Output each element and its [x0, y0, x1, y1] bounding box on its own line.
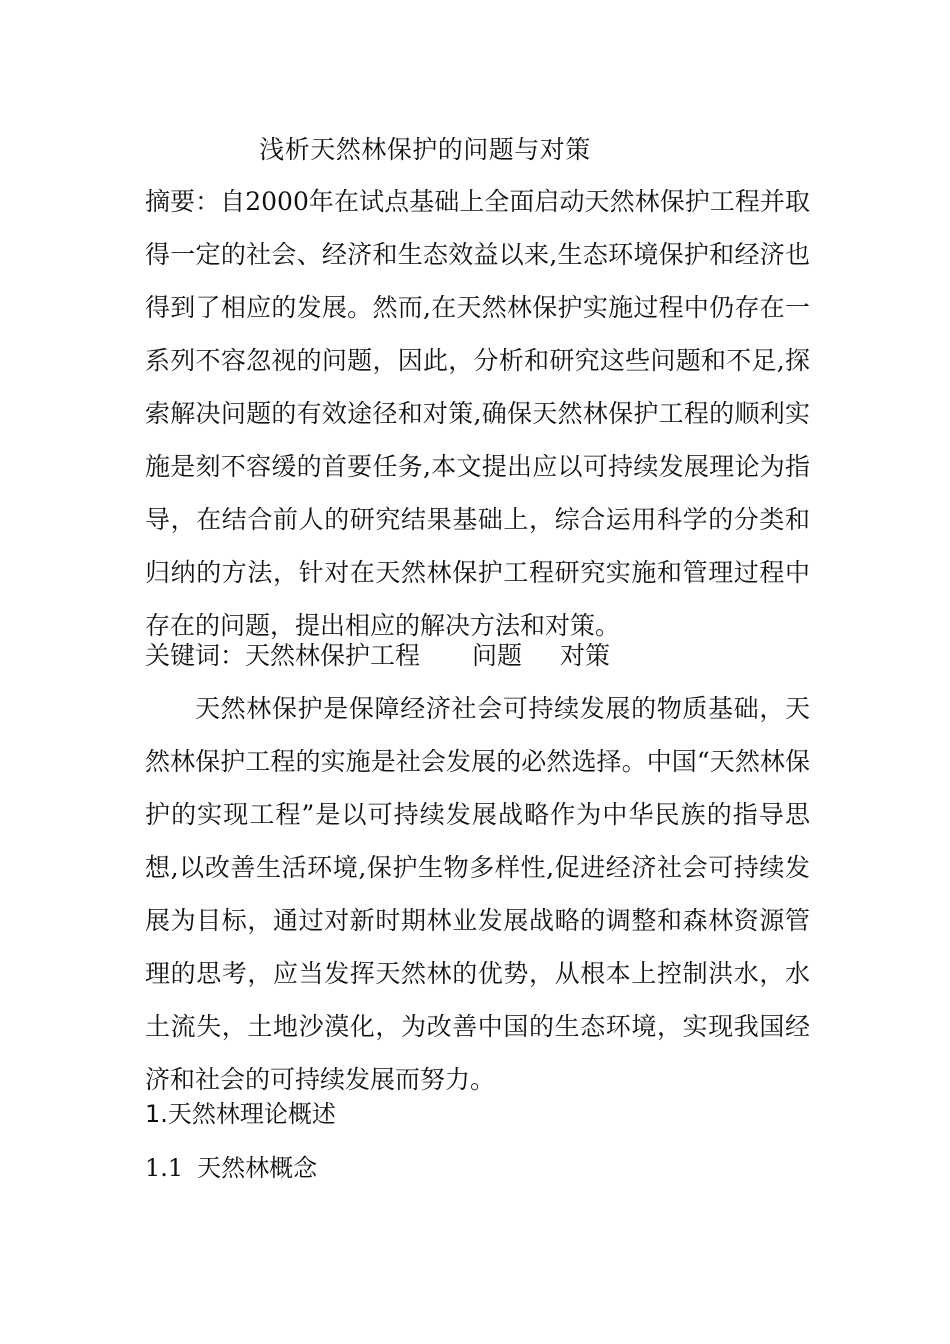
subsection-title: 天然林概念	[197, 1154, 318, 1182]
document-title: 浅析天然林保护的问题与对策	[259, 135, 591, 164]
abstract-label: 摘要：	[145, 187, 221, 216]
keyword-item: 问题	[472, 641, 523, 670]
subsection-number: 1.1	[145, 1154, 184, 1182]
keywords-label: 关键词：	[145, 641, 246, 670]
section-heading-1: 1.天然林理论概述	[145, 1100, 336, 1128]
intro-paragraph: 天然林保护是保障经济社会可持续发展的物质基础，天然林保护工程的实施是社会发展的必然选择。中国“天然林保护的实现工程”是以可持续发展战略作为中华民族的指导思想,以改善生活环境,保护生物多样性,促进经济社会可持续发展为目标，通过对新时期林业发展战略的调整和森林资源管理的思考，应当发挥天然林的优势，从根本上控制洪水，水土流失，土地沙漠化，为改善中国的生态环境，实现我国经济和社会的可持续发展而努力。	[145, 694, 810, 1094]
keyword-item: 对策	[560, 641, 611, 670]
keywords-line	[145, 629, 810, 682]
abstract-text: 自2000年在试点基础上全面启动天然林保护工程并取得一定的社会、经济和生态效益以来,生态环境保护和经济也得到了相应的发展。然而,在天然林保护实施过程中仍存在一系列不容忽视的问题，因此，分析和研究这些问题和不足,探索解决问题的有效途径和对策,确保天然林保护工程的顺利实施是刻不容缓的首要任务,本文提出应以可持续发展理论为指导，在结合前人的研究结果基础上，综合运用科学的分类和归纳的方法，针对在天然林保护工程研究实施和管理过程中存在的问题，提出相应的解决方法和对策。	[145, 187, 810, 640]
subsection-heading-1-1	[145, 1142, 317, 1195]
keyword-item: 天然林保护工程	[245, 641, 421, 670]
abstract-paragraph	[145, 175, 810, 652]
